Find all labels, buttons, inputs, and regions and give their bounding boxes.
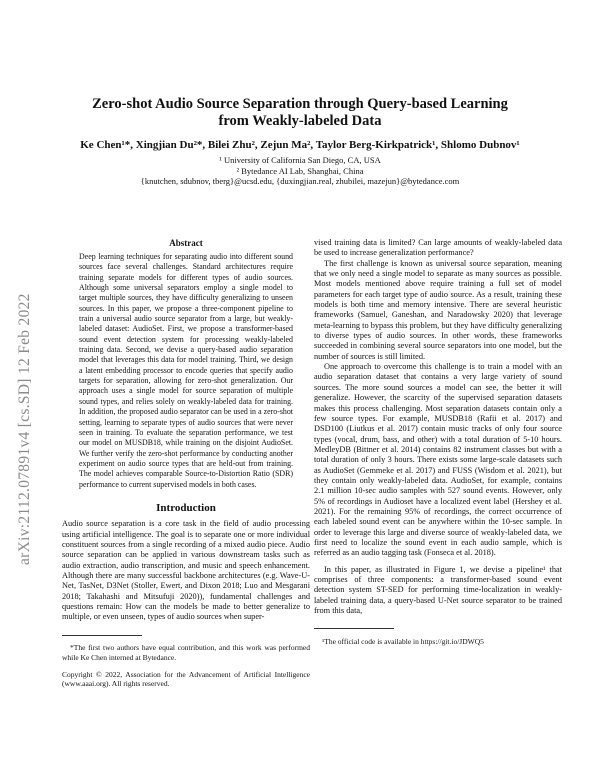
- code-footnote: ¹The official code is available in https://git.io/JDWQ5: [322, 636, 484, 646]
- paper-title: [60, 96, 540, 130]
- body-paragraph: In this paper, as illustrated in Figure 1, we devise a pipeline¹ that comprises of three components: a transformer-based sound event detection system ST-SED for performing time-localization in weakly-labeled training data, a query-based U-Net source separator to be trained from this data,: [314, 564, 562, 616]
- affiliation-2: ² Bytedance AI Lab, Shanghai, China: [236, 165, 364, 176]
- body-paragraph: One approach to overcome this challenge is to train a model with an audio separation dataset that contains a very large variety of sound sources. The more sound sources a model can see, the better it will generalize. However, the scarcity of the supervised separation datasets makes this process challenging. Most separation datasets contain only a few source types. For example, MUSDB18 (Rafii et al. 2017) and DSD100 (Liutkus et al. 2017) contain music tracks of only four source types (vocal, drum, bass, and other) with a total duration of 5-10 hours. MedleyDB (Bittner et al. 2014) contains 82 instrument classes but with a total duration of only 3 hours. There exists some large-scale datasets such as AudioSet (Gemmeke et al. 2017) and FUSS (Wisdom et al. 2021), but they contain only weakly-labeled data. AudioSet, for example, contains 2.1 million 10-sec audio samples with 527 sound events. However, only 5% of recordings in Audioset have a localized event label (Hershey et al. 2021). For the remaining 95% of recordings, the correct occurrence of each labeled sound event can be anywhere within the 10-sec sample. In order to leverage this large and diverse source of weakly-labeled data, we first need to localize the sound event in each audio sample, which is referred as an audio tagging task (Fonseca et al. 2018).: [314, 362, 562, 558]
- footnote-rule: [62, 635, 142, 636]
- body-paragraph: The first challenge is known as universal source separation, meaning that we only need a single model to separate as many sources as possible. Most models mentioned above require training a full set of model parameters for each target type of audio source. As a result, training these models is both time and memory intensive. There are several heuristic frameworks (Samuel, Ganeshan, and Naradowsky 2020) that leverage meta-learning to bypass this problem, but they have difficulty generalizing to diverse types of audio sources. In other words, these frameworks succeeded in combining several source separators into one model, but the number of sources is still limited.: [314, 258, 562, 361]
- affiliation-1: ¹ University of California San Diego, CA, USA: [219, 155, 381, 165]
- introduction-paragraph: Audio source separation is a core task in the field of audio processing using artificial intelligence. The goal is to separate one or more individual constituent sources from a single recording of a mixed audio piece. Audio source separation can be applied in various downstream tasks such as audio extraction, audio transcription, and music and speech enhancement. Although there are many successful backbone architectures (e.g. Wave-U-Net, TasNet, D3Net (Stoller, Ewert, and Dixon 2018; Luo and Mesgarani 2018; Takahashi and Mitsufuji 2020)), fundamental challenges and questions remain: How can the models be made to better generalize to multiple, or even unseen, types of audio sources when super-: [62, 519, 310, 622]
- abstract-text: Deep learning techniques for separating audio into different sound sources face several challenges. Standard architectures require training separate models for different types of audio sources. Although some universal separators employ a single model to target multiple sources, they have difficulty generalizing to unseen sources. In this paper, we propose a three-component pipeline to train a universal audio source separator from a large, but weakly-labeled dataset: AudioSet. First, we propose a transformer-based sound event detection system for processing weakly-labeled training data. Second, we devise a query-based audio separation model that leverages this data for model training. Third, we design a latent embedding processor to encode queries that specify audio targets for separation, allowing for zero-shot generalization. Our approach uses a single model for source separation of multiple sound types, and relies solely on weakly-labeled data for training. In addition, the proposed audio separator can be used in a zero-shot setting, learning to separate types of audio sources that were never seen in training. To evaluate the separation performance, we test our model on MUSDB18, while training on the disjoint AudioSet. We further verify the zero-shot performance by conducting another experiment on audio source types that are held-out from training. The model achieves comparable Source-to-Distortion Ratio (SDR) performance to current supervised models in both cases.: [79, 252, 293, 489]
- equal-contribution-footnote: *The first two authors have equal contribution, and this work was performed while Ke Chen interned at Bytedance.: [62, 643, 310, 662]
- author-emails: {knutchen, sdubnov, tberg}@ucsd.edu, {duxingjian.real, zhubilei, mazejun}@bytedance.com: [140, 176, 460, 187]
- footnote-rule: [314, 628, 394, 629]
- right-column: [314, 238, 562, 654]
- affiliations: [60, 155, 540, 187]
- title-line-1: Zero-shot Audio Source Separation through Query-based Learning: [92, 96, 508, 112]
- arxiv-stamp: arXiv:2112.07891v4 [cs.SD] 12 Feb 2022: [16, 293, 33, 565]
- introduction-heading: Introduction: [156, 501, 216, 514]
- title-line-2: from Weakly-labeled Data: [218, 113, 382, 129]
- abstract-heading: Abstract: [169, 238, 203, 248]
- body-paragraph: vised training data is limited? Can large amounts of weakly-labeled data be used to increase generalization performance?: [314, 238, 562, 258]
- copyright-notice: Copyright © 2022, Association for the Advancement of Artificial Intelligence (www.aaai.org). All rights reserved.: [62, 669, 310, 688]
- author-list: Ke Chen¹*, Xingjian Du²*, Bilei Zhu², Zejun Ma², Taylor Berg-Kirkpatrick¹, Shlomo Dubnov¹: [80, 139, 520, 151]
- left-column: [62, 238, 310, 696]
